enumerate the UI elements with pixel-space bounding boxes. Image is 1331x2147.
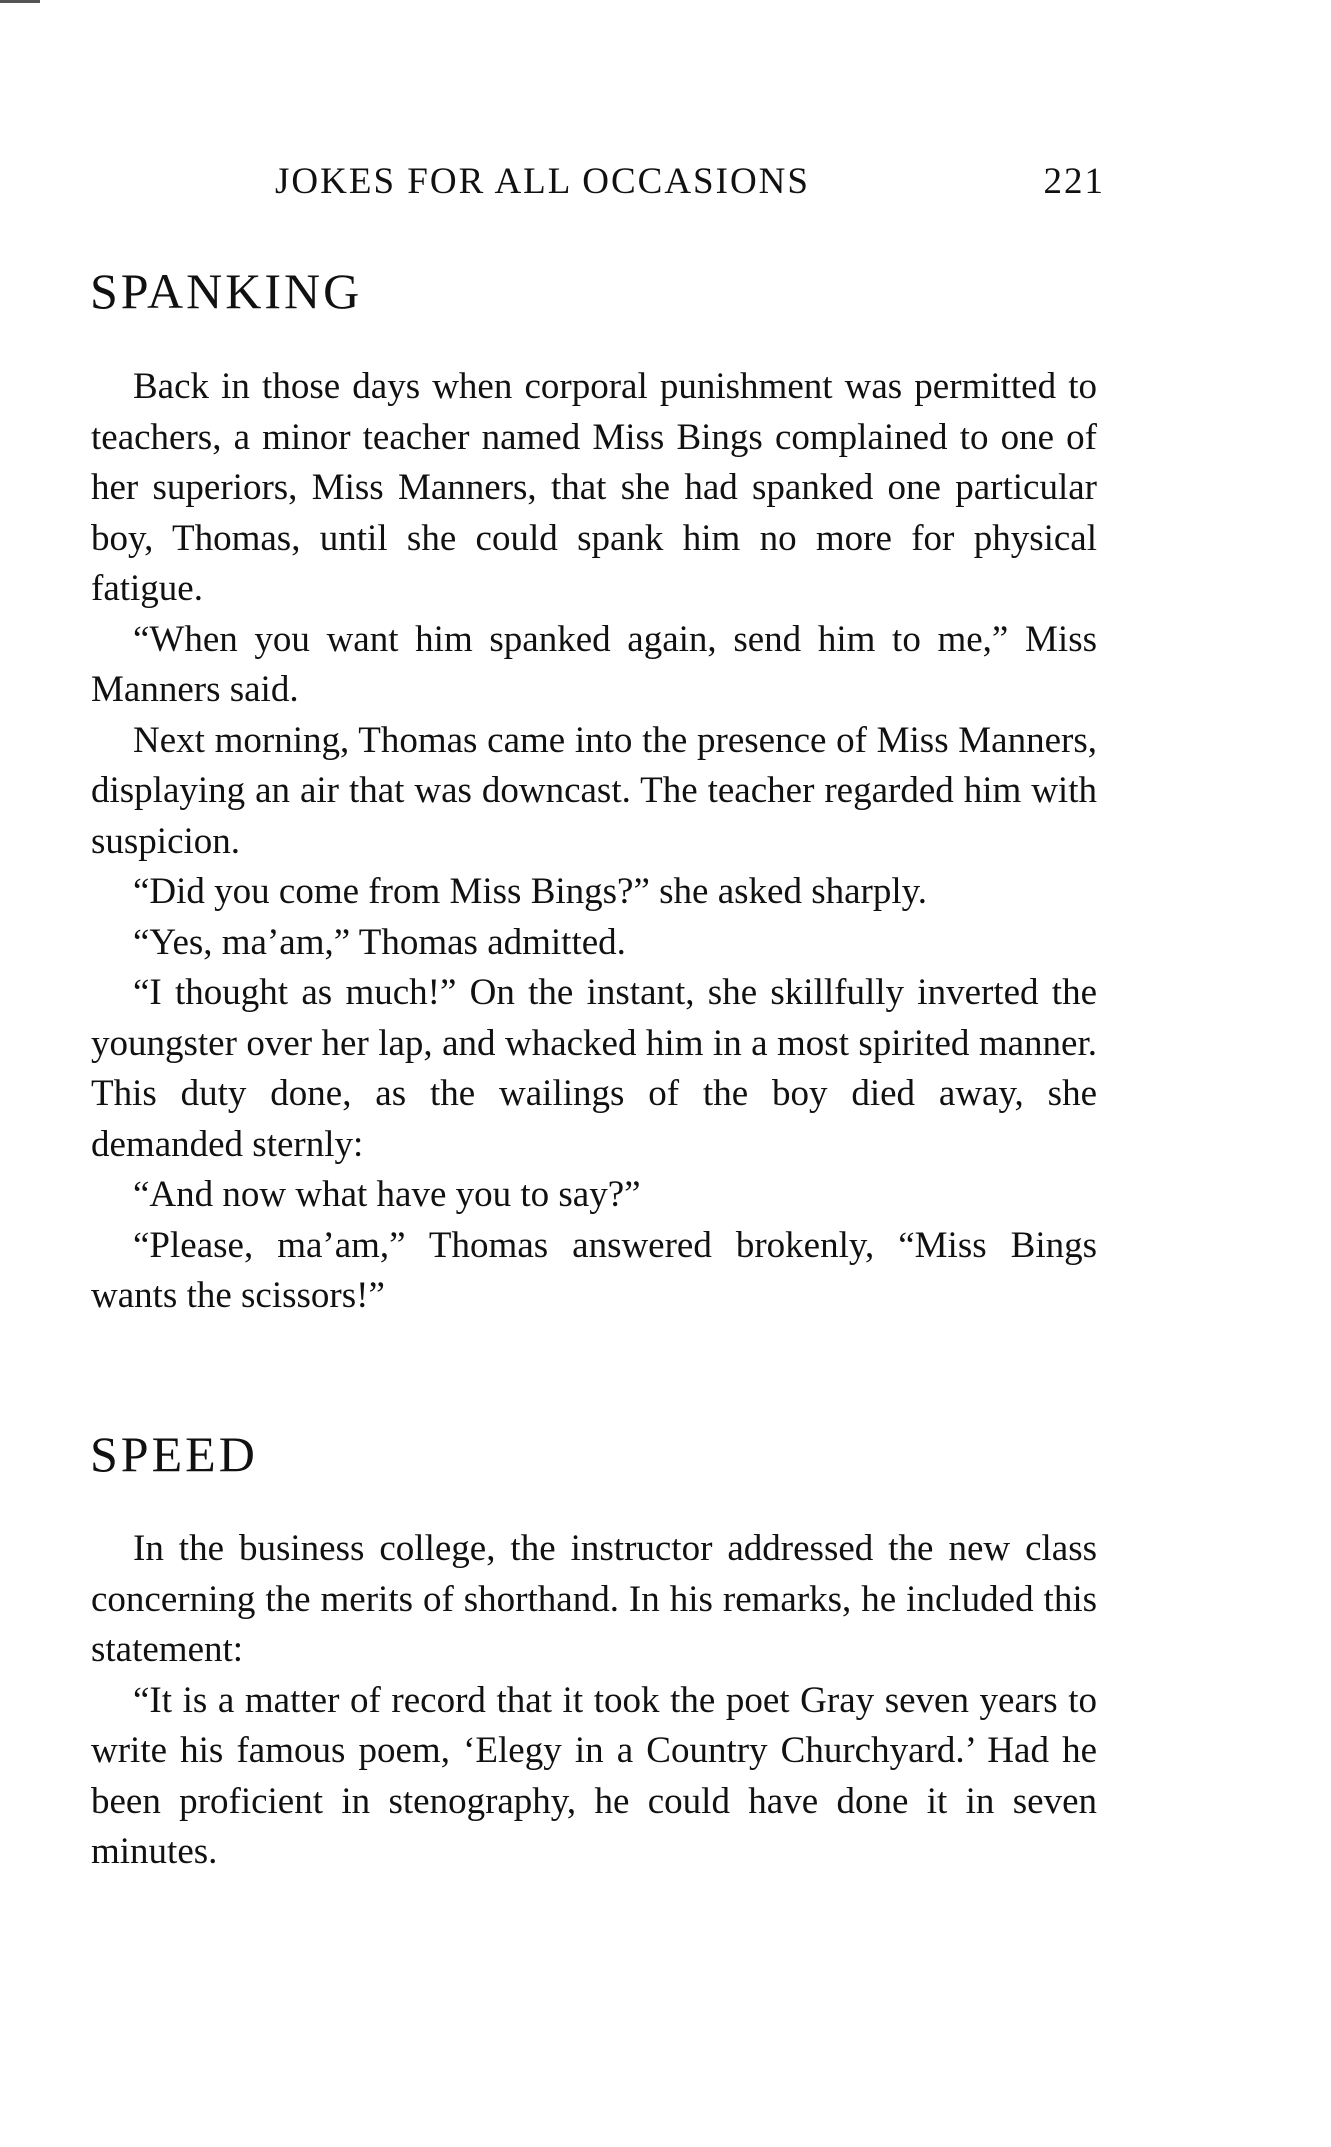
section-heading-spanking: SPANKING	[90, 263, 363, 319]
paragraph: “I thought as much!” On the instant, she skillfully inverted the youngster over her lap, and whacked him in a most spirited manner. This duty done, as the wailings of the boy died away, she demanded sternly:	[91, 972, 1097, 1165]
paragraph: Next morning, Thomas came into the presence of Miss Manners, displaying an air that was downcast. The teacher regarded him with suspicion.	[91, 719, 1097, 862]
paragraph: “When you want him spanked again, send him to me,” Miss Manners said.	[91, 618, 1097, 710]
section-heading-speed: SPEED	[90, 1426, 258, 1482]
page-number: 221	[1043, 161, 1105, 202]
paragraph: “It is a matter of record that it took the poet Gray seven years to write his famous poem, ‘Elegy in a Country Churchyard.’ Had he been proficient in stenography, he could have done it in seven minutes.	[91, 1679, 1097, 1872]
paragraph: Back in those days when corporal punishment was permitted to teachers, a minor teacher named Miss Bings complained to one of her superiors, Miss Manners, that she had spanked one particular boy, Thomas, until she could spank him no more for physical fatigue.	[91, 366, 1097, 609]
paragraph: “Please, ma’am,” Thomas answered brokenly, “Miss Bings wants the scissors!”	[91, 1224, 1097, 1316]
section-body-speed	[91, 1524, 1097, 1878]
paragraph: “And now what have you to say?”	[133, 1174, 641, 1215]
paragraph: In the business college, the instructor addressed the new class concerning the merits of shorthand. In his remarks, he included this statement:	[91, 1528, 1097, 1670]
paragraph: “Did you come from Miss Bings?” she asked sharply.	[133, 871, 927, 912]
running-head	[275, 160, 1105, 204]
section-body-spanking	[91, 362, 1097, 1322]
running-head-title: JOKES FOR ALL OCCASIONS	[275, 161, 810, 202]
top-edge-rule	[0, 0, 1331, 3]
paragraph: “Yes, ma’am,” Thomas admitted.	[133, 921, 626, 963]
